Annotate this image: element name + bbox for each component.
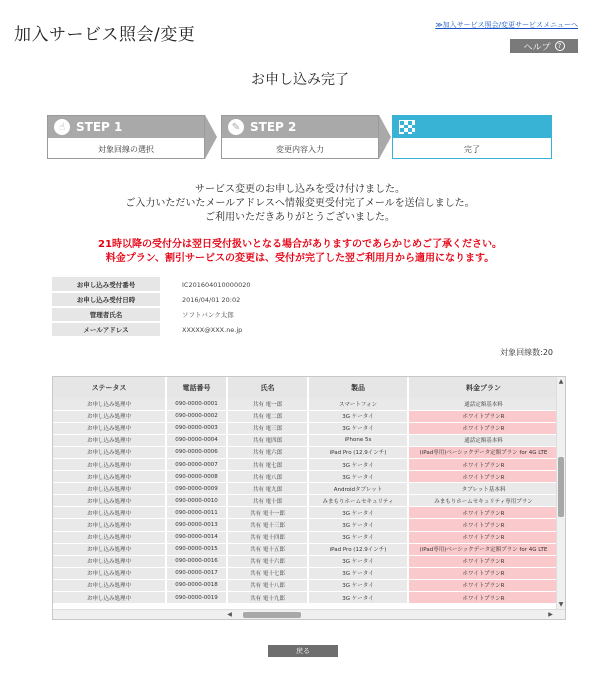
lines-table-container[interactable] bbox=[52, 376, 566, 620]
cell-plan: ホワイトプランR bbox=[408, 410, 559, 422]
warning-message-2: 料金プラン、割引サービスの変更は、受付が完了した翌ご利用月から適用になります。 bbox=[105, 253, 495, 264]
info-value: IC201604010000020 bbox=[182, 280, 251, 289]
cell-phone: 090-0000-0014 bbox=[166, 531, 227, 543]
cell-product: スマートフォン bbox=[308, 398, 408, 410]
info-row bbox=[52, 277, 320, 292]
info-label: 管理者氏名 bbox=[52, 307, 160, 322]
table-row bbox=[53, 579, 559, 591]
step-1-label: 対象回線の選択 bbox=[98, 144, 154, 154]
cell-phone: 090-0000-0016 bbox=[166, 555, 227, 567]
cell-product: 3G ケータイ bbox=[308, 458, 408, 470]
cell-plan: ホワイトプランR bbox=[408, 422, 559, 434]
checkered-flag-icon bbox=[399, 120, 415, 134]
help-button[interactable] bbox=[510, 39, 578, 53]
cell-status: お申し込み処理中 bbox=[53, 410, 166, 422]
warning-message-1: 21時以降の受付分は翌日受付扱いとなる場合がありますのであらかじめご了承ください。 bbox=[98, 239, 502, 250]
cell-status: お申し込み処理中 bbox=[53, 434, 166, 446]
cell-status: お申し込み処理中 bbox=[53, 592, 166, 604]
column-header-plan: 料金プラン bbox=[408, 377, 559, 398]
table-header-row bbox=[53, 377, 559, 398]
cell-status: お申し込み処理中 bbox=[53, 398, 166, 410]
back-button[interactable]: 戻る bbox=[268, 645, 338, 657]
cell-name: 共有 電十五郎 bbox=[227, 543, 308, 555]
cell-phone: 090-0000-0010 bbox=[166, 495, 227, 507]
table-row bbox=[53, 592, 559, 604]
scroll-right-icon[interactable]: ▶ bbox=[548, 611, 553, 618]
line-count: 対象回線数:20 bbox=[500, 348, 553, 357]
cell-status: お申し込み処理中 bbox=[53, 422, 166, 434]
scroll-down-icon[interactable]: ▼ bbox=[558, 601, 564, 608]
step-2-number: STEP 2 bbox=[250, 120, 297, 134]
column-header-status: ステータス bbox=[53, 377, 166, 398]
cell-plan: ホワイトプランR bbox=[408, 471, 559, 483]
step-2-label: 変更内容入力 bbox=[276, 144, 324, 154]
cell-phone: 090-0000-0003 bbox=[166, 422, 227, 434]
table-row bbox=[53, 483, 559, 495]
table-row bbox=[53, 495, 559, 507]
cell-phone: 090-0000-0013 bbox=[166, 519, 227, 531]
cell-plan: ホワイトプランR bbox=[408, 458, 559, 470]
cell-status: お申し込み処理中 bbox=[53, 483, 166, 495]
cell-name: 共有 電十四郎 bbox=[227, 531, 308, 543]
cell-phone: 090-0000-0018 bbox=[166, 579, 227, 591]
cell-phone: 090-0000-0009 bbox=[166, 483, 227, 495]
cell-name: 共有 電十九郎 bbox=[227, 592, 308, 604]
horizontal-scrollbar[interactable] bbox=[53, 609, 566, 619]
table-row bbox=[53, 446, 559, 458]
cell-name: 共有 電九郎 bbox=[227, 483, 308, 495]
table-row bbox=[53, 471, 559, 483]
cell-name: 共有 電十三郎 bbox=[227, 519, 308, 531]
chevron-right-icon bbox=[379, 115, 391, 159]
column-header-phone: 電話番号 bbox=[166, 377, 227, 398]
cell-plan: ホワイトプランR bbox=[408, 555, 559, 567]
cell-name: 共有 電一郎 bbox=[227, 398, 308, 410]
page-title: 加入サービス照会/変更 bbox=[14, 25, 196, 45]
cell-phone: 090-0000-0015 bbox=[166, 543, 227, 555]
cell-plan: タブレット基本料 bbox=[408, 483, 559, 495]
info-row bbox=[52, 307, 320, 322]
cell-status: お申し込み処理中 bbox=[53, 555, 166, 567]
cell-name: 共有 電十六郎 bbox=[227, 555, 308, 567]
cell-product: 3G ケータイ bbox=[308, 579, 408, 591]
info-row bbox=[52, 322, 320, 337]
cell-status: お申し込み処理中 bbox=[53, 531, 166, 543]
step-1-number: STEP 1 bbox=[76, 120, 123, 134]
table-row bbox=[53, 519, 559, 531]
scroll-left-icon[interactable]: ◀ bbox=[227, 611, 232, 618]
service-menu-link[interactable]: ≫加入サービス照会/変更サービスメニューへ bbox=[435, 21, 578, 29]
cell-name: 共有 電十八郎 bbox=[227, 579, 308, 591]
confirmation-message-1: サービス変更のお申し込みを受け付けました。 bbox=[195, 184, 405, 195]
cell-product: Androidタブレット bbox=[308, 483, 408, 495]
chevron-right-icon bbox=[205, 115, 217, 159]
table-row bbox=[53, 434, 559, 446]
cell-status: お申し込み処理中 bbox=[53, 458, 166, 470]
table-row bbox=[53, 398, 559, 410]
question-icon: ? bbox=[555, 41, 565, 51]
cell-status: お申し込み処理中 bbox=[53, 519, 166, 531]
info-value: 2016/04/01 20:02 bbox=[182, 295, 241, 304]
cell-plan: みまもりホームセキュリティ専用プラン bbox=[408, 495, 559, 507]
info-row bbox=[52, 292, 320, 307]
cell-status: お申し込み処理中 bbox=[53, 567, 166, 579]
cell-phone: 090-0000-0006 bbox=[166, 446, 227, 458]
table-row bbox=[53, 507, 559, 519]
help-label: ヘルプ bbox=[523, 42, 551, 53]
vertical-scroll-thumb[interactable] bbox=[558, 457, 564, 517]
cell-plan: ホワイトプランR bbox=[408, 507, 559, 519]
confirmation-message-2: ご入力いただいたメールアドレスへ情報変更受付完了メールを送信しました。 bbox=[125, 198, 475, 209]
cell-product: 3G ケータイ bbox=[308, 567, 408, 579]
cell-name: 共有 電三郎 bbox=[227, 422, 308, 434]
cell-product: iPad Pro (12.9インチ) bbox=[308, 446, 408, 458]
step-indicator bbox=[47, 115, 552, 159]
cell-phone: 090-0000-0011 bbox=[166, 507, 227, 519]
cell-plan: ホワイトプランR bbox=[408, 592, 559, 604]
cell-name: 共有 電十郎 bbox=[227, 495, 308, 507]
cell-status: お申し込み処理中 bbox=[53, 471, 166, 483]
cell-product: 3G ケータイ bbox=[308, 422, 408, 434]
cell-plan: ホワイトプランR bbox=[408, 567, 559, 579]
step-1 bbox=[47, 115, 205, 159]
cell-product: 3G ケータイ bbox=[308, 410, 408, 422]
info-value: XXXXX@XXX.ne.jp bbox=[182, 325, 243, 334]
column-header-product: 製品 bbox=[308, 377, 408, 398]
info-value: ソフトバンク太郎 bbox=[182, 311, 234, 319]
cell-plan: (iPad専用)ベーシックデータ定額プラン for 4G LTE bbox=[408, 446, 559, 458]
cell-product: 3G ケータイ bbox=[308, 555, 408, 567]
application-info-table bbox=[52, 277, 320, 338]
table-row bbox=[53, 555, 559, 567]
cell-name: 共有 電二郎 bbox=[227, 410, 308, 422]
info-label: メールアドレス bbox=[52, 322, 160, 337]
info-label: お申し込み受付番号 bbox=[52, 277, 160, 292]
table-row bbox=[53, 531, 559, 543]
cell-phone: 090-0000-0002 bbox=[166, 410, 227, 422]
cell-status: お申し込み処理中 bbox=[53, 507, 166, 519]
cell-plan: ホワイトプランR bbox=[408, 579, 559, 591]
table-row bbox=[53, 422, 559, 434]
vertical-scrollbar[interactable] bbox=[556, 377, 565, 609]
cell-status: お申し込み処理中 bbox=[53, 446, 166, 458]
cell-phone: 090-0000-0017 bbox=[166, 567, 227, 579]
complete-heading: お申し込み完了 bbox=[251, 72, 349, 88]
cell-name: 共有 電四郎 bbox=[227, 434, 308, 446]
cell-product: 3G ケータイ bbox=[308, 507, 408, 519]
horizontal-scroll-thumb[interactable] bbox=[243, 612, 301, 618]
cell-name: 共有 電十七郎 bbox=[227, 567, 308, 579]
cell-plan: 通話定額基本料 bbox=[408, 434, 559, 446]
cell-name: 共有 電十一郎 bbox=[227, 507, 308, 519]
cell-plan: ホワイトプランR bbox=[408, 531, 559, 543]
pencil-icon: ✎ bbox=[228, 119, 244, 135]
cell-status: お申し込み処理中 bbox=[53, 579, 166, 591]
cell-plan: ホワイトプランR bbox=[408, 519, 559, 531]
table-row bbox=[53, 567, 559, 579]
cell-plan: (iPad専用)ベーシックデータ定額プラン for 4G LTE bbox=[408, 543, 559, 555]
cell-phone: 090-0000-0001 bbox=[166, 398, 227, 410]
cell-status: お申し込み処理中 bbox=[53, 495, 166, 507]
cell-product: iPhone 5s bbox=[308, 434, 408, 446]
lines-table bbox=[53, 377, 560, 604]
confirmation-message-3: ご利用いただきありがとうございました。 bbox=[205, 212, 395, 223]
table-row bbox=[53, 410, 559, 422]
table-row bbox=[53, 543, 559, 555]
step-3-label: 完了 bbox=[464, 144, 480, 154]
column-header-name: 氏名 bbox=[227, 377, 308, 398]
cell-product: みまもりホームセキュリティ bbox=[308, 495, 408, 507]
step-2 bbox=[221, 115, 379, 159]
step-3 bbox=[392, 115, 552, 159]
cell-name: 共有 電八郎 bbox=[227, 471, 308, 483]
cell-name: 共有 電六郎 bbox=[227, 446, 308, 458]
cell-phone: 090-0000-0004 bbox=[166, 434, 227, 446]
cell-phone: 090-0000-0007 bbox=[166, 458, 227, 470]
cell-status: お申し込み処理中 bbox=[53, 543, 166, 555]
cell-phone: 090-0000-0019 bbox=[166, 592, 227, 604]
table-row bbox=[53, 458, 559, 470]
cell-product: iPad Pro (12.9インチ) bbox=[308, 543, 408, 555]
cell-product: 3G ケータイ bbox=[308, 531, 408, 543]
scroll-up-icon[interactable]: ▲ bbox=[558, 378, 564, 385]
cell-name: 共有 電七郎 bbox=[227, 458, 308, 470]
cell-phone: 090-0000-0008 bbox=[166, 471, 227, 483]
cell-product: 3G ケータイ bbox=[308, 592, 408, 604]
info-label: お申し込み受付日時 bbox=[52, 292, 160, 307]
cell-plan: 通話定額基本料 bbox=[408, 398, 559, 410]
cell-product: 3G ケータイ bbox=[308, 471, 408, 483]
cell-product: 3G ケータイ bbox=[308, 519, 408, 531]
hand-pointer-icon: ☝ bbox=[54, 119, 70, 135]
